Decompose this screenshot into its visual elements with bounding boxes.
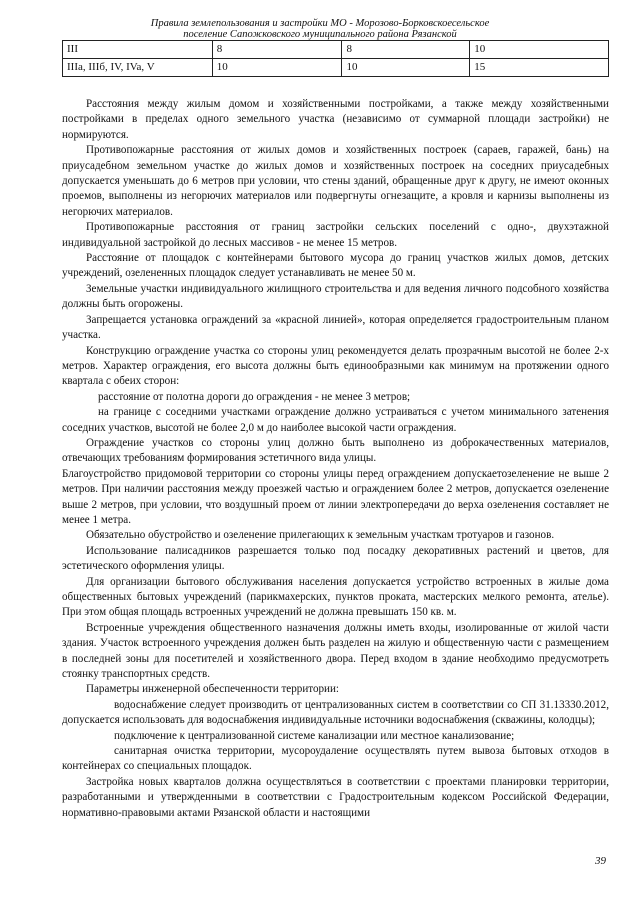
running-header: [0, 18, 640, 40]
paragraph: Ограждение участков со стороны улиц должно быть выполнено из доброкачественных материалов, отвечающих требованиям формирования эстетичного вида улицы.: [62, 436, 609, 465]
paragraph: Для организации бытового обслуживания населения допускается устройство встроенных в жилые дома общественных бытовых учреждений (парикмахерских, пунктов проката, мастерских мелкого ремонта, ателье). При этом общая площадь встроенных учреждений не должна превышать 150 кв. м.: [62, 575, 609, 619]
paragraph: Расстояния между жилым домом и хозяйственными постройками, а также между хозяйственными постройками в пределах одного земельного участка (независимо от суммарной площади застройки) не нормируются.: [62, 98, 609, 141]
paragraph: Обязательно обустройство и озеленение прилегающих к земельным участкам тротуаров и газонов.: [86, 529, 555, 542]
table-row: [63, 41, 609, 59]
header-line-1: Правила землепользования и застройки МО - Морозово-Борковскоесельское: [150, 18, 490, 29]
list-item: санитарная очистка территории, мусороудаление осуществлять путем вывоза бытовых отходов в контейнерах со специальных площадок.: [62, 745, 609, 773]
table-cell: 10: [212, 59, 342, 77]
paragraph: Конструкцию ограждение участка со стороны улиц рекомендуется делать прозрачным высотой не более 2-х метров. Характер ограждения, его высота должны быть единообразными как минимум на протяжении одного квартала с обеих сторон:: [62, 344, 609, 388]
paragraph: Использование палисадников разрешается только под посадку декоративных растений и цветов, для эстетического оформления улицы.: [62, 544, 609, 573]
table-cell: 10: [470, 41, 609, 59]
paragraph: Запрещается установка ограждений за «красной линией», которая определяется градостроительным планом участка.: [62, 313, 609, 342]
table-cell: 8: [342, 41, 470, 59]
table-cell: 10: [342, 59, 470, 77]
document-body: [62, 97, 609, 821]
paragraph: Противопожарные расстояния от границ застройки сельских поселений с одно-, двухэтажной индивидуальной застройкой до лесных массивов - не менее 15 метров.: [62, 221, 609, 249]
table-cell: 15: [470, 59, 609, 77]
paragraph: Благоустройство придомовой территории со стороны улицы перед ограждением допускаетозеленение не выше 2 метров. При наличии расстояния между проезжей частью и ограждением более 2 метров, допускается озеленение выше 2 метров, при условии, что воздушный проем от линии электропередачи до верха озеленения составляет не менее 1 метра.: [62, 467, 609, 526]
table-cell: 8: [212, 41, 342, 59]
table-row: [63, 59, 609, 77]
list-item: расстояние от полотна дороги до ограждения - не менее 3 метров;: [98, 390, 411, 403]
table-cell: III: [63, 41, 213, 59]
list-item: подключение к централизованной системе канализации или местное канализование;: [114, 729, 515, 742]
distance-table: [62, 40, 609, 77]
table-cell: IIIa, IIIб, IV, IVa, V: [63, 59, 213, 77]
paragraph: Застройка новых кварталов должна осуществляться в соответствии с проектами планировки территории, разработанными и утвержденными в соответствии с Градостроительным кодексом Российской Федерации, нормативно-правовыми актами Рязанской области и настоящими: [62, 775, 609, 819]
list-item: на границе с соседними участками ограждение должно устраиваться с учетом минимального затенения соседних участков, высотой не более 2,0 м до наиболее высокой части ограждения.: [62, 406, 609, 434]
page-number: 39: [595, 855, 606, 867]
paragraph: Встроенные учреждения общественного назначения должны иметь входы, изолированные от жилой части здания. Участок встроенного учреждения должен быть разделен на жилую и общественную части с размещением в последней зоны для посетителей и хозяйственного двора. Перед входом в здание необходимо предусмотреть стоянку транспортных средств.: [62, 621, 609, 681]
header-line-2: поселение Сапожковского муниципального района Рязанской: [183, 29, 457, 40]
paragraph: Расстояние от площадок с контейнерами бытового мусора до границ участков жилых домов, детских учреждений, озелененных площадок следует устанавливать не менее 50 м.: [62, 252, 609, 280]
paragraph: Земельные участки индивидуального жилищного строительства и для ведения личного подсобного хозяйства должны быть огорожены.: [62, 282, 609, 311]
paragraph: Противопожарные расстояния от жилых домов и хозяйственных построек (сараев, гаражей, бань) на приусадебном земельном участке до жилых домов и хозяйственных построек на соседних приусадебных допускается уменьшать до 6 метров при условии, что стены зданий, обращенные друг к другу, не имеют оконных проемов, выполнены из негорючих материалов или подвергнуты огнезащите, а кровля и карнизы выполнены из негорючих материалов.: [62, 144, 609, 218]
list-item: водоснабжение следует производить от централизованных систем в соответствии со СП 31.13330.2012, допускается использовать для водоснабжения индивидуальные источники водоснабжения (скважины, колодцы);: [62, 698, 609, 727]
paragraph: Параметры инженерной обеспеченности территории:: [86, 683, 340, 696]
